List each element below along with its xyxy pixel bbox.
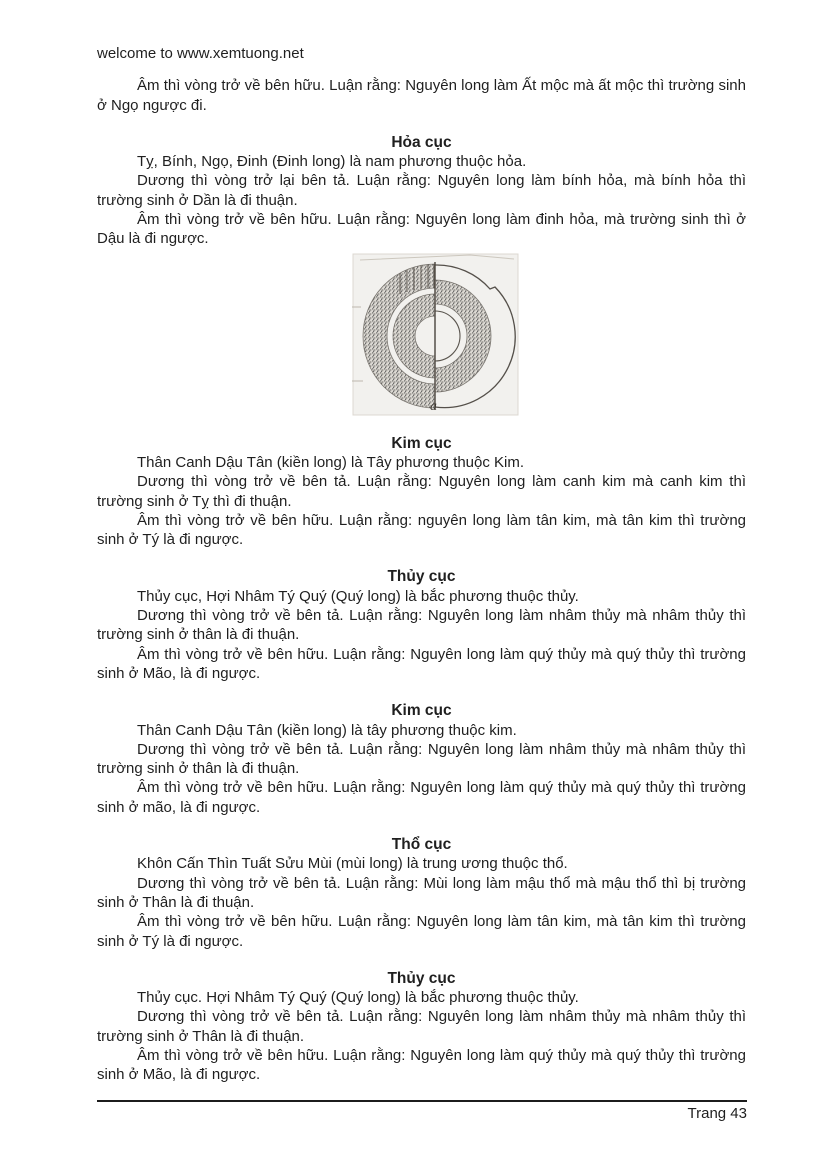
section-kim-cuc-2	[97, 701, 746, 817]
section-kim-cuc-1	[97, 434, 746, 550]
section-paragraph: Âm thì vòng trở về bên hữu. Luận rằng: Nguyên long làm quý thủy mà quý thủy thì trường sinh ở Mão, là đi ngược.	[97, 645, 746, 682]
section-title: Hỏa cục	[391, 133, 452, 151]
figure-caption-glyph: a	[430, 398, 438, 413]
section-paragraph: Âm thì vòng trở về bên hữu. Luận rằng: nguyên long làm tân kim, mà tân kim thì trường sinh ở Tý là đi ngược.	[97, 511, 746, 549]
section-paragraph: Khôn Cấn Thìn Tuất Sửu Mùi (mùi long) là trung ương thuộc thổ.	[137, 855, 568, 873]
section-paragraph: Dương thì vòng trở về bên tả. Luận rằng: Nguyên long làm nhâm thủy mà nhâm thủy thì trường sinh ở thân là đi thuận.	[97, 740, 746, 778]
section-thuy-cuc-2	[97, 969, 746, 1085]
section-paragraph: Thủy cục, Hợi Nhâm Tý Quý (Quý long) là bắc phương thuộc thủy.	[137, 587, 579, 605]
section-paragraph: Âm thì vòng trở về bên hữu. Luận rằng: Nguyên long làm đinh hỏa, mà trường sinh thì ở Dậu là đi ngược.	[97, 211, 746, 248]
page-footer	[97, 1100, 747, 1123]
section-paragraph: Dương thì vòng trở về bên tả. Luận rằng: Nguyên long làm nhâm thủy mà nhâm thủy thì trường sinh ở Thân là đi thuận.	[97, 1008, 746, 1045]
site-note-header: welcome to www.xemtuong.net	[97, 45, 304, 62]
section-title: Thủy cục	[387, 969, 456, 987]
intro-paragraph: Âm thì vòng trở về bên hữu. Luận rằng: Nguyên long làm Ất mộc mà ất mộc thì trường sinh ở Ngọ ngược đi.	[97, 77, 746, 114]
section-tho-cuc	[97, 835, 746, 951]
section-paragraph: Thân Canh Dậu Tân (kiền long) là tây phương thuộc kim.	[137, 721, 517, 739]
section-title: Kim cục	[391, 434, 452, 452]
section-paragraph: Tỵ, Bính, Ngọ, Đinh (Đinh long) là nam phương thuộc hỏa.	[137, 153, 527, 171]
section-title: Thổ cục	[391, 836, 452, 854]
section-title: Kim cục	[391, 702, 452, 720]
rings-figure-image	[352, 252, 519, 416]
section-title: Thủy cục	[387, 568, 456, 586]
section-paragraph: Âm thì vòng trở về bên hữu. Luận rằng: Nguyên long làm tân kim, mà tân kim thì trường sinh ở Tý là đi ngược.	[97, 913, 746, 950]
section-paragraph: Dương thì vòng trở về bên tả. Luận rằng: Nguyên long làm canh kim mà canh kim thì trường sinh ở Tỵ thì đi thuận.	[97, 473, 746, 510]
section-thuy-cuc-1	[97, 567, 746, 683]
section-hoa-cuc	[97, 133, 746, 249]
footer-divider	[97, 1100, 747, 1102]
rings-figure	[352, 252, 519, 416]
section-paragraph: Dương thì vòng trở về bên tả. Luận rằng: Mùi long làm mậu thổ mà mậu thổ thì bị trường sinh ở Thân là đi thuận.	[97, 874, 746, 911]
section-paragraph: Dương thì vòng trở lại bên tả. Luận rằng: Nguyên long làm bính hỏa, mà bính hỏa thì trường sinh ở Dần là đi thuận.	[97, 172, 746, 209]
section-paragraph: Dương thì vòng trở về bên tả. Luận rằng: Nguyên long làm nhâm thủy mà nhâm thủy thì trường sinh ở thân là đi thuận.	[97, 607, 746, 644]
section-paragraph: Thủy cục. Hợi Nhâm Tý Quý (Quý long) là bắc phương thuộc thủy.	[137, 989, 579, 1007]
section-paragraph: Âm thì vòng trở về bên hữu. Luận rằng: Nguyên long làm quý thủy mà quý thủy thì trường sinh ở mão, là đi ngược.	[97, 779, 746, 816]
section-paragraph: Âm thì vòng trở về bên hữu. Luận rằng: Nguyên long làm quý thủy mà quý thủy thì trường sinh ở Mão, là đi ngược.	[97, 1046, 746, 1084]
page-number: Trang 43	[687, 1105, 747, 1122]
section-paragraph: Thân Canh Dậu Tân (kiền long) là Tây phương thuộc Kim.	[137, 453, 525, 471]
